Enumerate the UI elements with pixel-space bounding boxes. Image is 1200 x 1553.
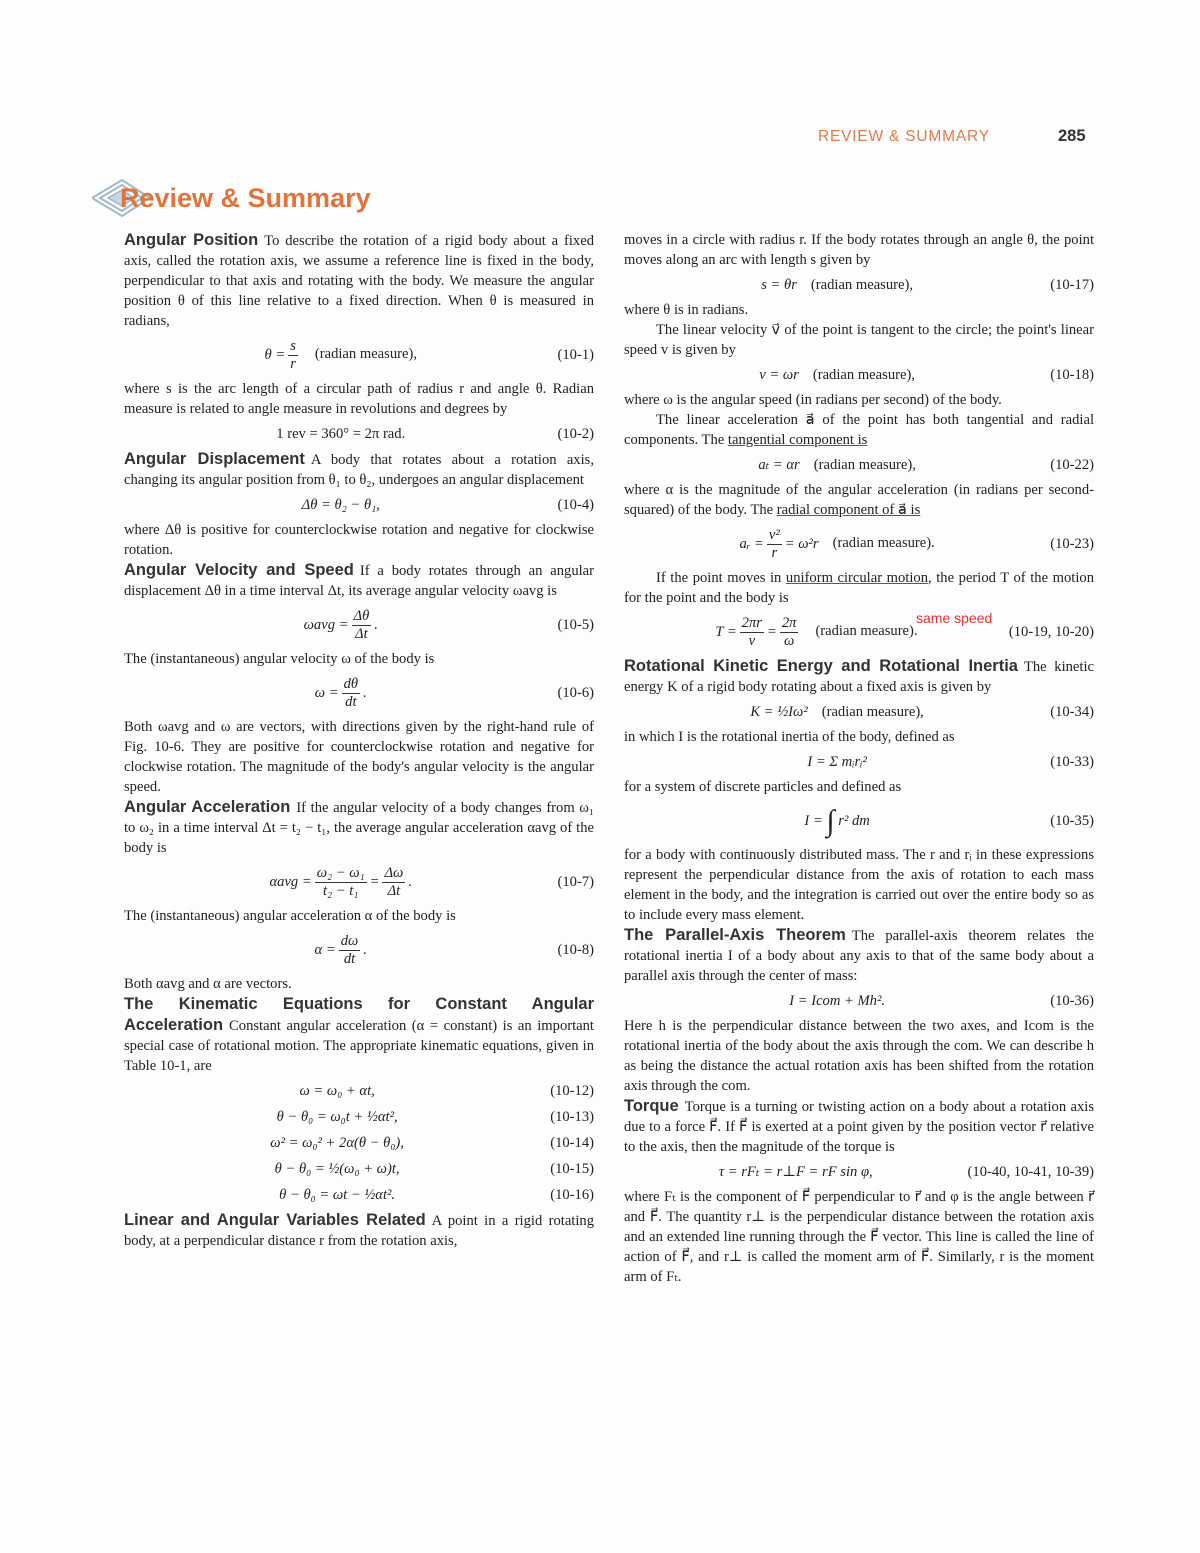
heading-angular-position: Angular Position [124, 231, 259, 249]
paragraph: where Δθ is positive for counterclockwise rotation and negative for clockwise rotation. [124, 522, 594, 558]
equation-10-15: θ − θ₀ = ½(ω₀ + ω)t, (10-15) [274, 1161, 594, 1177]
heading-torque: Torque [624, 1097, 679, 1115]
equation-10-18: v = ωr (radian measure), (10-18) [759, 367, 1094, 383]
paragraph: The Kinematic Equations for Constant Angular Acceleration Constant angular acceleration (α = constant) is an important special case of rotational motion. The appropriate kinematic equations, given in Table 10-1, are [124, 995, 594, 1074]
equation-10-35: I = ∫ r² dm (10-35) [804, 804, 1094, 838]
left-column [124, 230, 594, 1251]
equation-10-14: ω² = ω₀² + 2α(θ − θ₀), (10-14) [270, 1135, 594, 1151]
underlined-text: tangential component is [727, 432, 868, 448]
paragraph: Both αavg and α are vectors. [124, 976, 292, 992]
paragraph: The (instantaneous) angular acceleration α of the body is [124, 908, 456, 924]
paragraph: where α is the magnitude of the angular acceleration (in radians per second-squared) of the body. The radial component of a⃗ is [624, 482, 1094, 518]
paragraph: The linear velocity v⃗ of the point is tangent to the circle; the point's linear speed v is given by [624, 322, 1094, 358]
equation-10-2: 1 rev = 360° = 2π rad. (10-2) [276, 426, 594, 442]
running-head: REVIEW & SUMMARY [818, 128, 990, 145]
equation-10-16: θ − θ₀ = ωt − ½αt². (10-16) [279, 1187, 594, 1203]
paragraph: If the point moves in uniform circular motion, the period T of the motion for the point and the body is [624, 570, 1094, 606]
equation-10-33: I = Σ mᵢrᵢ² (10-33) [807, 754, 1094, 770]
paragraph: Linear and Angular Variables Related A point in a rigid rotating body, at a perpendicular distance r from the rotation axis, [124, 1211, 594, 1249]
equation-10-7: αavg = $\frac{\text{ω₂ − ω₁}}{\text{t₂ − t₁}}$ = $\frac{\Delta\omega}{\Delta t}$ . (10-7) [269, 864, 594, 899]
paragraph: Both ωavg and ω are vectors, with directions given by the right-hand rule of Fig. 10-6. They are positive for counterclockwise rotation and negative for clockwise rotation. The magnitude of the body's angular velocity is the angular speed. [124, 719, 594, 795]
paragraph: The (instantaneous) angular velocity ω of the body is [124, 651, 435, 667]
equation-10-23: aᵣ = $\frac{\text{v²}}{r}$ = ω²r (radian measure). (10-23) [739, 526, 1094, 561]
equation-10-5: ωavg = $\frac{\Delta\theta}{\Delta t}$ . (10-5) [303, 607, 594, 642]
equation-10-17: s = θr (radian measure), (10-17) [761, 277, 1094, 293]
paragraph: Torque Torque is a turning or twisting action on a body about a rotation axis due to a force F⃗. If F⃗ is exerted at a point given by the position vector r⃗ relative to the axis, then the magnitude of the torque is [624, 1097, 1094, 1155]
paragraph: Here h is the perpendicular distance between the two axes, and Icom is the rotational inertia of the body about the axis through the com. We can describe h as being the distance the actual rotation axis has been shifted from the rotation axis through the com. [624, 1018, 1094, 1094]
underlined-text: uniform circular motion [785, 570, 929, 586]
right-column [624, 230, 1094, 1287]
paragraph: Angular Velocity and Speed If a body rotates through an angular displacement Δθ in a time interval Δt, its average angular velocity ωavg is [124, 561, 595, 599]
underlined-text: radial component of a⃗ is [776, 502, 921, 518]
equation-10-13: θ − θ₀ = ω₀t + ½αt², (10-13) [276, 1109, 594, 1125]
heading-angular-displacement: Angular Displacement [124, 450, 305, 468]
handwritten-annotation: same speed [916, 610, 993, 626]
section-title [92, 176, 371, 220]
equation-10-12: ω = ω₀ + αt, (10-12) [299, 1083, 594, 1099]
page-title: Review & Summary [120, 182, 371, 213]
equation-10-6: ω = $\frac{d\theta}{dt}$ . (10-6) [314, 675, 594, 710]
paragraph: The linear acceleration a⃗ of the point has both tangential and radial components. The tangential component is [624, 412, 1094, 448]
paragraph: Angular Acceleration If the angular velocity of a body changes from ω₁ to ω₂ in a time interval Δt = t₂ − t₁, the average angular acceleration αavg of the body is [124, 798, 594, 856]
equation-10-19: T = $\frac{2\pi r}{v}$ = $\frac{2\pi}{\omega}$ (radian measure). (10-19, 10-20) [715, 614, 1094, 649]
paragraph: where Fₜ is the component of F⃗ perpendicular to r⃗ and φ is the angle between r⃗ and F⃗. The quantity r⊥ is the perpendicular distance between the rotation axis and an extended line running through the F⃗ vector. This line is called the line of action of F⃗, and r⊥ is called the moment arm of F⃗. Similarly, r is the moment arm of Fₜ. [624, 1189, 1094, 1285]
paragraph: Angular Displacement A body that rotates about a rotation axis, changing its angular position from θ₁ to θ₂, undergoes an angular displacement [124, 450, 594, 488]
paragraph: where θ is in radians. [624, 302, 749, 318]
paragraph [124, 230, 594, 331]
paragraph: The Parallel-Axis Theorem The parallel-axis theorem relates the rotational inertia I of a body about any axis to that of the same body about a parallel axis through the center of mass: [624, 926, 1094, 984]
heading-angular-acceleration: Angular Acceleration [124, 798, 291, 816]
equation-10-1: θ = $\frac{s}{r}$ (radian measure), (10-1) [264, 337, 594, 372]
equation-10-34: K = ½Iω² (radian measure), (10-34) [750, 704, 1094, 720]
heading-kinematic-equations: The Kinematic Equations for Constant Angular Acceleration [124, 995, 594, 1034]
text: To describe the rotation of a rigid body about a fixed axis, called the rotation axis, we assume a reference line is fixed in the body, perpendicular to that axis and rotating with the body. We measure the angular position θ of this line relative to a fixed direction. When θ is measured in radians, [124, 233, 594, 329]
page-number: 285 [1058, 127, 1086, 145]
paragraph: in which I is the rotational inertia of the body, defined as [624, 729, 955, 745]
equation-10-22: aₜ = αr (radian measure), (10-22) [758, 457, 1094, 473]
equation-10-8: α = $\frac{d\omega}{dt}$ . (10-8) [314, 932, 594, 967]
equation-10-4: Δθ = θ₂ − θ₁, (10-4) [301, 497, 594, 513]
heading-parallel-axis: The Parallel-Axis Theorem [624, 926, 846, 944]
equation-10-40: τ = rFₜ = r⊥F = rF sin φ, (10-40, 10-41, 10-39) [718, 1164, 1094, 1180]
paragraph: moves in a circle with radius r. If the body rotates through an angle θ, the point moves along an arc with length s given by [624, 232, 1094, 268]
paragraph: where ω is the angular speed (in radians per second) of the body. [624, 392, 1002, 408]
heading-angular-velocity: Angular Velocity and Speed [124, 561, 354, 579]
heading-rotational-ke: Rotational Kinetic Energy and Rotational Inertia [624, 657, 1018, 675]
paragraph: where s is the arc length of a circular path of radius r and angle θ. Radian measure is related to angle measure in revolutions and degrees by [124, 381, 594, 417]
paragraph: for a system of discrete particles and defined as [624, 779, 902, 795]
paragraph: for a body with continuously distributed mass. The r and rᵢ in these expressions represent the perpendicular distance from the axis of rotation to each mass element in the body, and the integration is carried out over the entire body so as to include every mass element. [624, 847, 1094, 923]
equation-10-36: I = Icom + Mh². (10-36) [789, 993, 1094, 1009]
heading-linear-angular: Linear and Angular Variables Related [124, 1211, 426, 1229]
paragraph: Rotational Kinetic Energy and Rotational Inertia The kinetic energy K of a rigid body rotating about a fixed axis is given by [624, 657, 1095, 695]
